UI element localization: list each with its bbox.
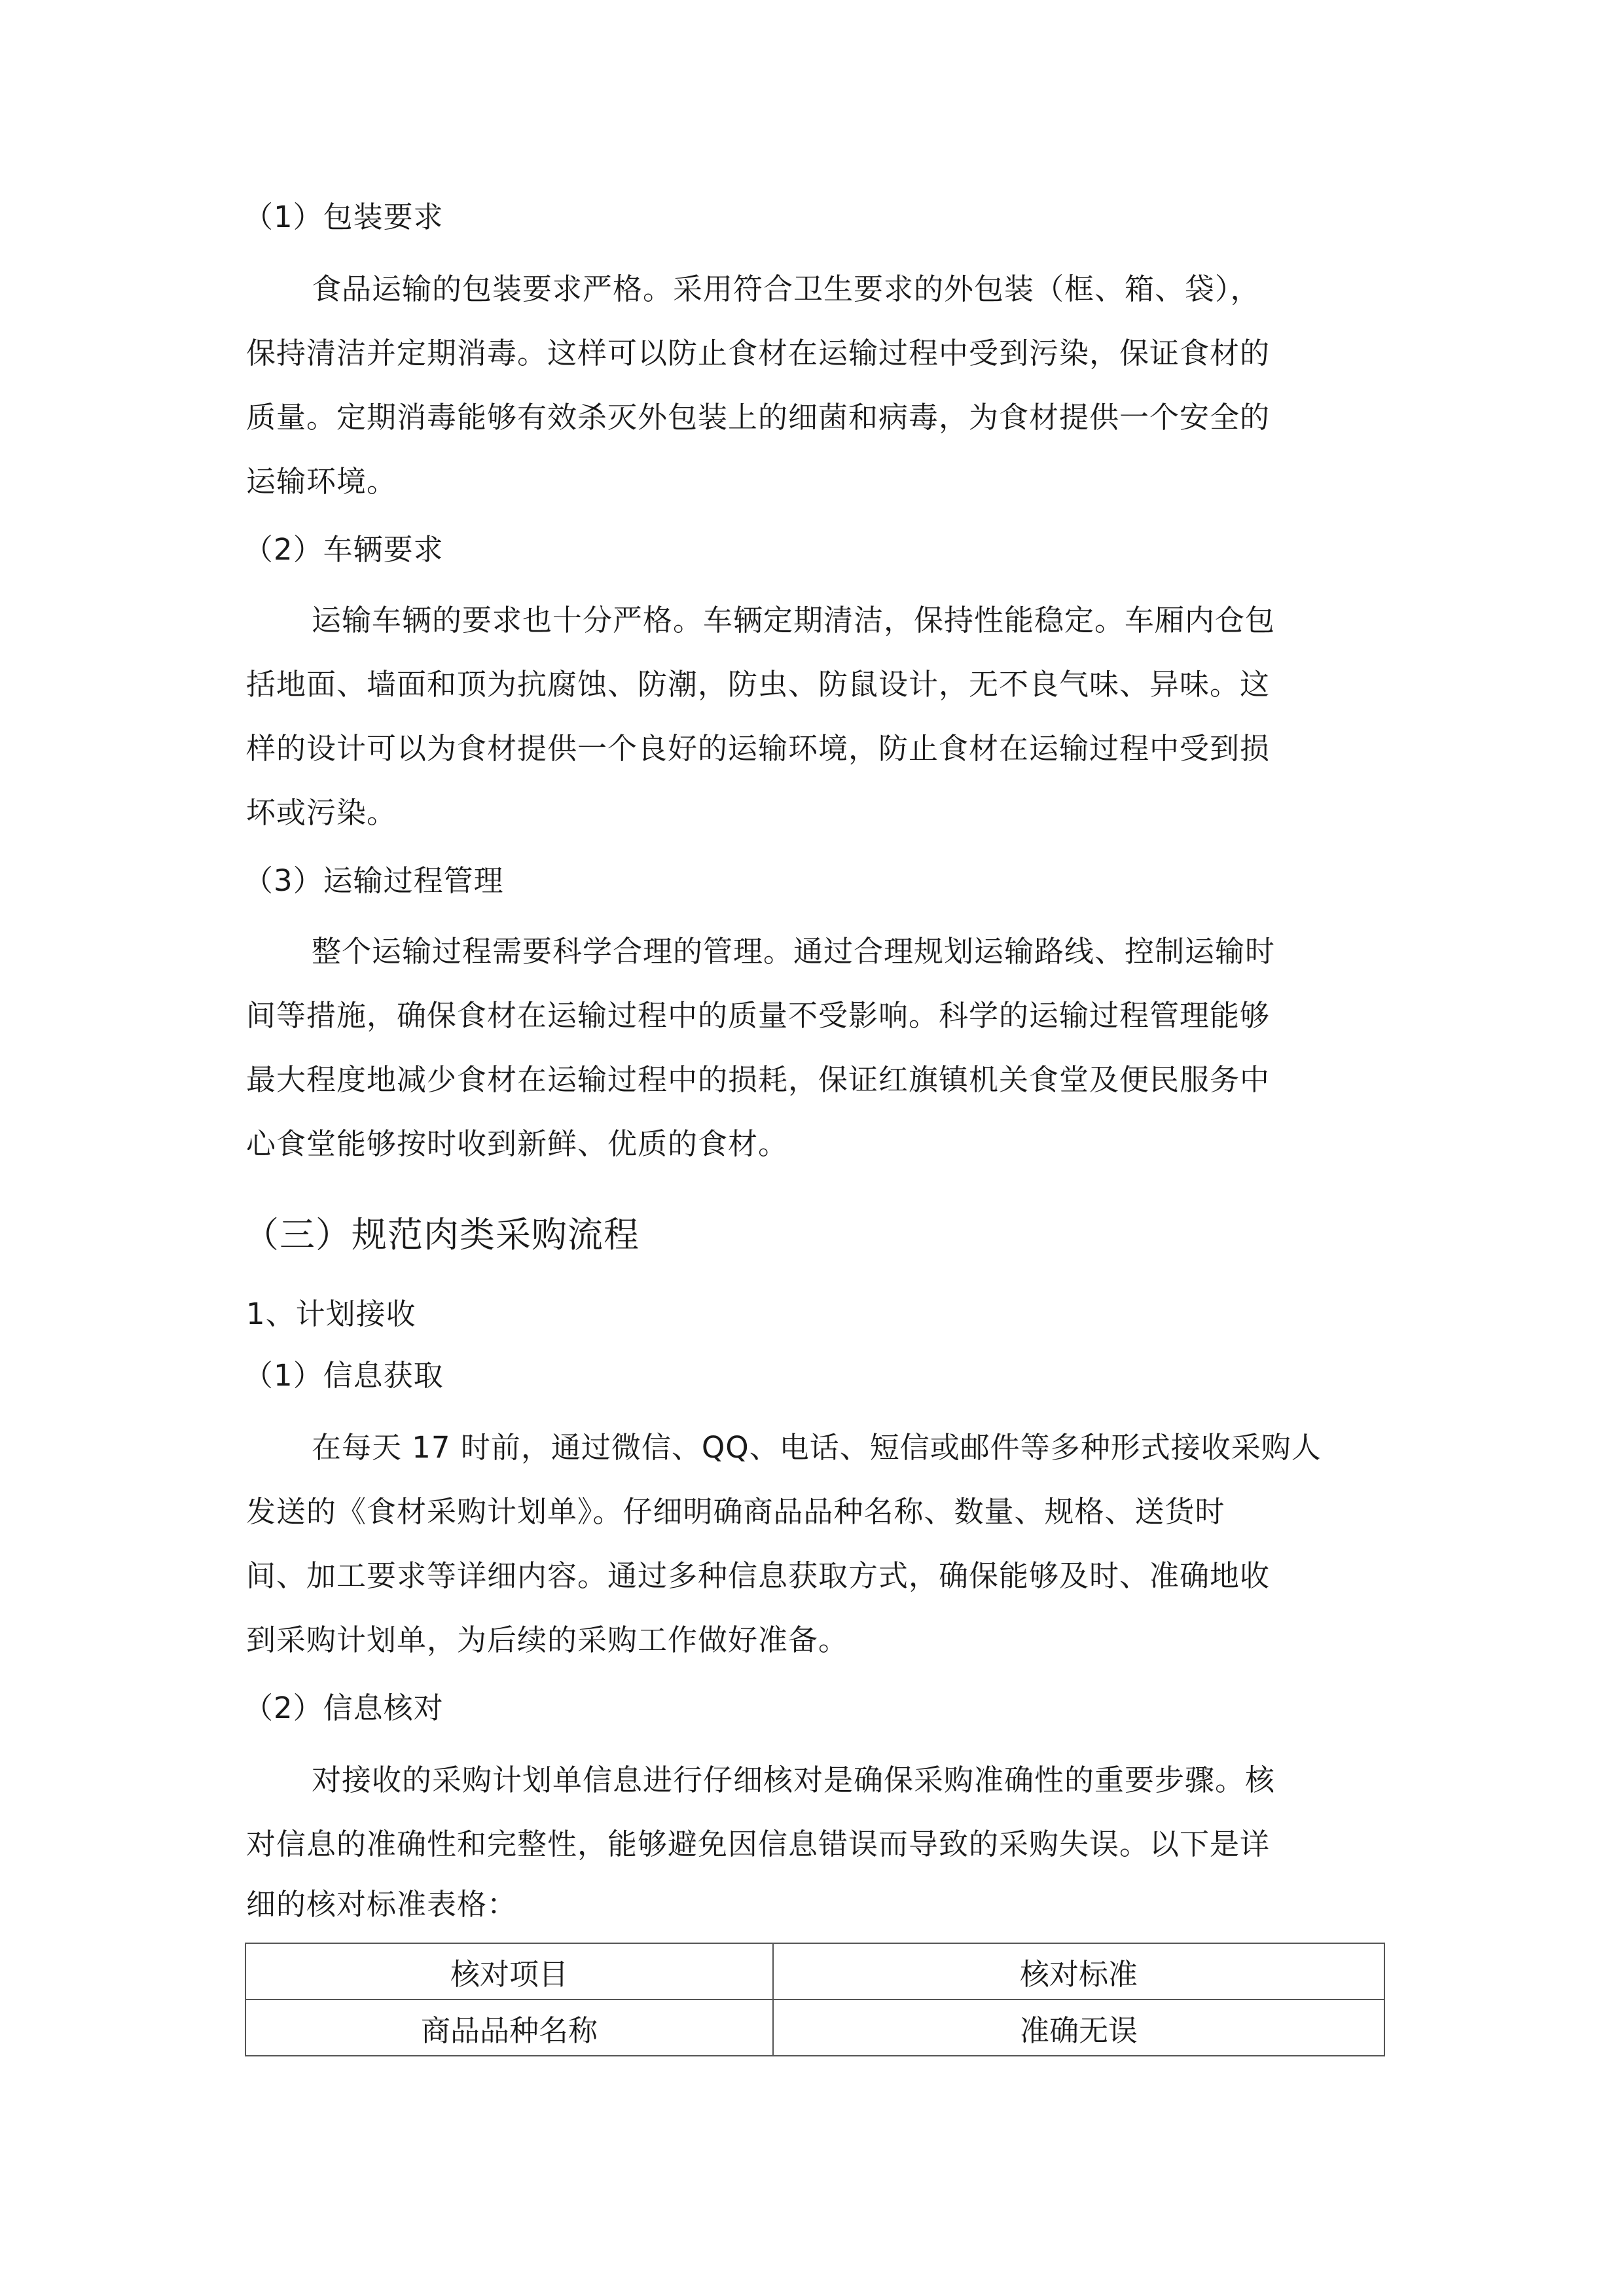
step-heading-plan-receive: 1、计划接收 [246, 1297, 416, 1331]
paragraph-line: 坏或污染。 [246, 795, 397, 830]
table-cell: 准确无误 [773, 2000, 1384, 2056]
paragraph-line: 运输环境。 [246, 464, 397, 499]
paragraph-line: 食品运输的包装要求严格。采用符合卫生要求的外包装（框、箱、袋）， [312, 272, 1261, 306]
paragraph-line: 间、加工要求等详细内容。通过多种信息获取方式，确保能够及时、准确地收 [246, 1558, 1271, 1593]
subsection-title-info-get: （1）信息获取 [244, 1358, 444, 1393]
table-header-row [245, 1943, 1384, 2000]
paragraph-line: 对接收的采购计划单信息进行仔细核对是确保采购准确性的重要步骤。核 [312, 1763, 1276, 1797]
table-cell: 商品品种名称 [245, 2000, 773, 2056]
subsection-title-transport: （3）运输过程管理 [244, 863, 504, 898]
table-header-cell: 核对标准 [773, 1943, 1384, 2000]
paragraph-line: 对信息的准确性和完整性，能够避免因信息错误而导致的采购失误。以下是详 [246, 1827, 1271, 1861]
paragraph-line: 括地面、墙面和顶为抗腐蚀、防潮，防虫、防鼠设计，无不良气味、异味。这 [246, 667, 1271, 702]
paragraph-line: 整个运输过程需要科学合理的管理。通过合理规划运输路线、控制运输时 [312, 934, 1276, 969]
paragraph-line: 运输车辆的要求也十分严格。车辆定期清洁，保持性能稳定。车厢内仓包 [312, 603, 1276, 637]
paragraph-line: 间等措施，确保食材在运输过程中的质量不受影响。科学的运输过程管理能够 [246, 998, 1271, 1033]
paragraph-line: 在每天 17 时前，通过微信、QQ、电话、短信或邮件等多种形式接收采购人 [312, 1430, 1322, 1465]
paragraph-line: 心食堂能够按时收到新鲜、优质的食材。 [246, 1126, 789, 1161]
paragraph-line: 样的设计可以为食材提供一个良好的运输环境，防止食材在运输过程中受到损 [246, 731, 1271, 766]
paragraph-line: 保持清洁并定期消毒。这样可以防止食材在运输过程中受到污染，保证食材的 [246, 336, 1271, 370]
paragraph-line: 发送的《食材采购计划单》。仔细明确商品品种名称、数量、规格、送货时 [246, 1494, 1225, 1529]
subsection-title-packaging: （1）包装要求 [244, 200, 444, 234]
paragraph-line: 最大程度地减少食材在运输过程中的损耗，保证红旗镇机关食堂及便民服务中 [246, 1062, 1271, 1097]
table-header-cell: 核对项目 [245, 1943, 773, 2000]
paragraph-line: 细的核对标准表格： [246, 1887, 518, 1922]
paragraph-line: 质量。定期消毒能够有效杀灭外包装上的细菌和病毒，为食材提供一个安全的 [246, 400, 1271, 435]
subsection-title-vehicle: （2）车辆要求 [244, 532, 444, 567]
subsection-title-info-check: （2）信息核对 [244, 1691, 444, 1725]
paragraph-line: 到采购计划单，为后续的采购工作做好准备。 [246, 1623, 849, 1657]
section-heading-meat-procurement: （三）规范肉类采购流程 [244, 1214, 640, 1255]
check-standard-table [245, 1943, 1385, 2056]
table-row [245, 2000, 1384, 2056]
